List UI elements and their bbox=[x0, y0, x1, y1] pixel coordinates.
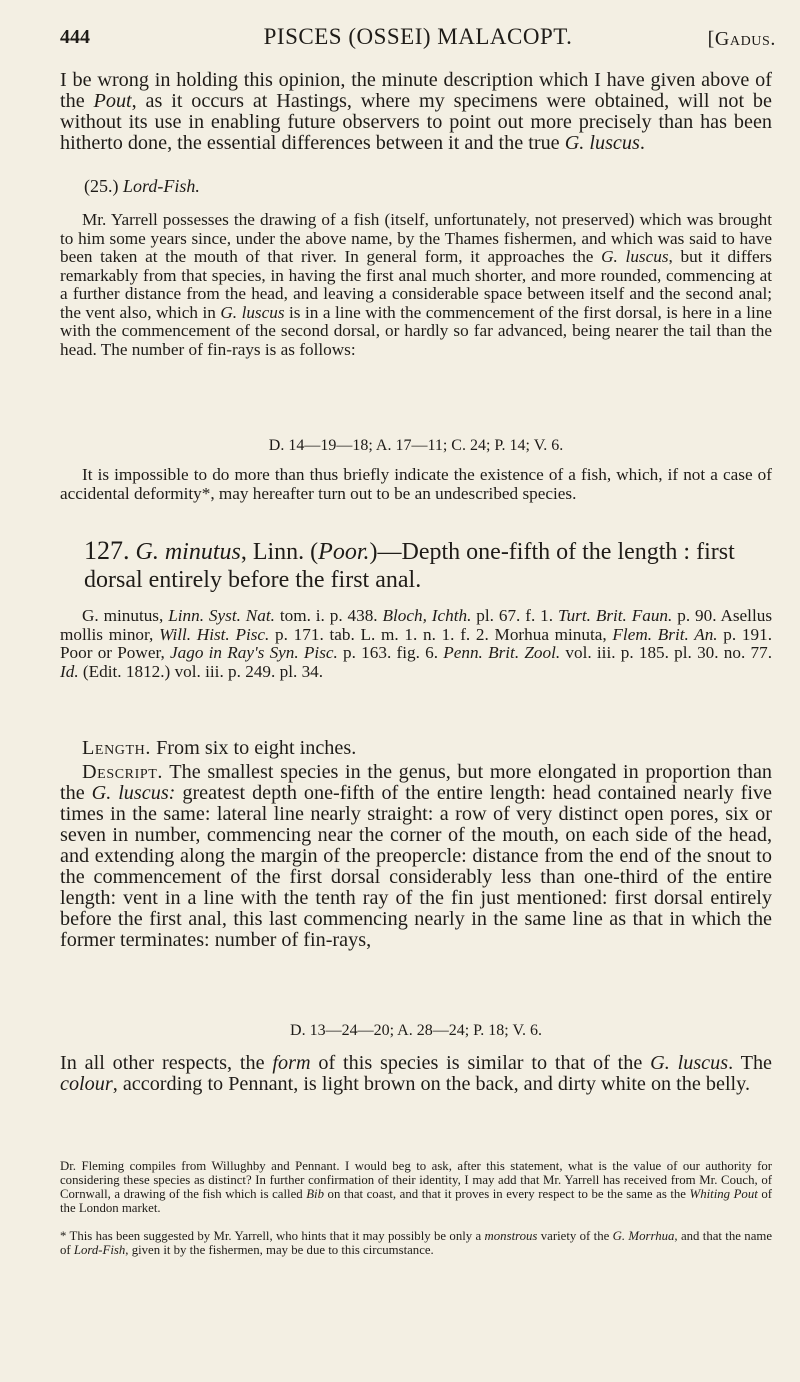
intro-paragraph: I be wrong in holding this opinion, the minute description which I have given above of the Pout, as it occurs at Hastings, where my specimens were obtained, will not be without its use in enabling future observers to point out more precisely than has been hitherto done, the essential differences between it and the true G. luscus. bbox=[60, 69, 772, 154]
lord-fish-heading: (25.) Lord-Fish. bbox=[84, 176, 200, 196]
running-header bbox=[60, 14, 776, 58]
footnote-monstrous-variety: * This has been suggested by Mr. Yarrell, who hints that it may possibly be only a monstrous variety of the G. Morrhua, and that the name of Lord-Fish, given it by the fishermen, may be due to this circumstance. bbox=[60, 1229, 773, 1257]
running-head-title: PISCES (OSSEI) MALACOPT. bbox=[263, 24, 573, 49]
lord-fish-paragraph: Mr. Yarrell possesses the drawing of a fish (itself, unfortunately, not preserved) which was brought to him some years since, under the above name, by the Thames fishermen, and which was said to have been taken at the mouth of that river. In general form, it approaches the G. luscus, but it differs remarkably from that species, in having the first anal much shorter, and more rounded, commencing at a further distance from the head, and leaving a considerable space between itself and the second anal; the vent also, which in G. luscus is in a line with the commencement of the first dorsal, is here in a line with the commencement of the second dorsal, or hardly so far advanced, being nearer the tail than the head. The number of fin-rays is as follows: bbox=[60, 210, 772, 359]
species-127-heading: 127. G. minutus, Linn. (Poor.)—Depth one-fifth of the length : first dorsal entirely before the first anal. bbox=[84, 536, 735, 593]
description-paragraph: Descript. The smallest species in the genus, but more elongated in proportion than the G. luscus: greatest depth one-fifth of the entire length: head contained nearly five times in the same: lateral line nearly straight: a row of very distinct open pores, six or seven in number, commencing near the corner of the mouth, on each side of the head, and extending along the margin of the preopercle: distance from the end of the snout to the commencement of the first dorsal considerably less than one-third of the entire length: vent in a line with the tenth ray of the fin just mentioned: first dorsal entirely before the first anal, this last commencing nearly in the same line as that in which the former terminates: number of fin-rays, bbox=[60, 761, 773, 951]
other-respects-paragraph: In all other respects, the form of this species is similar to that of the G. luscus. The colour, according to Pennant, is light brown on the back, and dirty white on the belly. bbox=[60, 1052, 772, 1095]
minutus-fin-rays: D. 13—24—20; A. 28—24; P. 18; V. 6. bbox=[290, 1022, 542, 1039]
lord-fish-fin-rays: D. 14—19—18; A. 17—11; C. 24; P. 14; V. 6. bbox=[268, 437, 564, 454]
footnote-fleming: Dr. Fleming compiles from Willughby and Pennant. I would beg to ask, after this statement, what is the value of our authority for considering these species as distinct? In further confirmation of their identity, I may add that Mr. Yarrell has received from Mr. Couch, of Cornwall, a drawing of the fish which is called Bib on that coast, and that it proves in every respect to be the same as the Whiting Pout of the London market. bbox=[60, 1159, 773, 1215]
synonymy-paragraph: G. minutus, Linn. Syst. Nat. tom. i. p. 438. Bloch, Ichth. pl. 67. f. 1. Turt. Brit. Faun. p. 90. Asellus mollis minor, Will. Hist. Pisc. p. 171. tab. L. m. 1. n. 1. f. 2. Morhua minuta, Flem. Brit. An. p. 191. Poor or Power, Jago in Ray's Syn. Pisc. p. 163. fig. 6. Penn. Brit. Zool. vol. iii. p. 185. pl. 30. no. 77. Id. (Edit. 1812.) vol. iii. p. 249. pl. 34. bbox=[60, 606, 773, 681]
length-paragraph: Length. From six to eight inches. bbox=[82, 737, 357, 759]
genus-heading: [Gadus. bbox=[707, 28, 776, 50]
undescribed-species-paragraph: It is impossible to do more than thus briefly indicate the existence of a fish, which, if not a case of accidental deformity*, may hereafter turn out to be an undescribed species. bbox=[60, 465, 772, 503]
page-number: 444 bbox=[60, 26, 90, 48]
